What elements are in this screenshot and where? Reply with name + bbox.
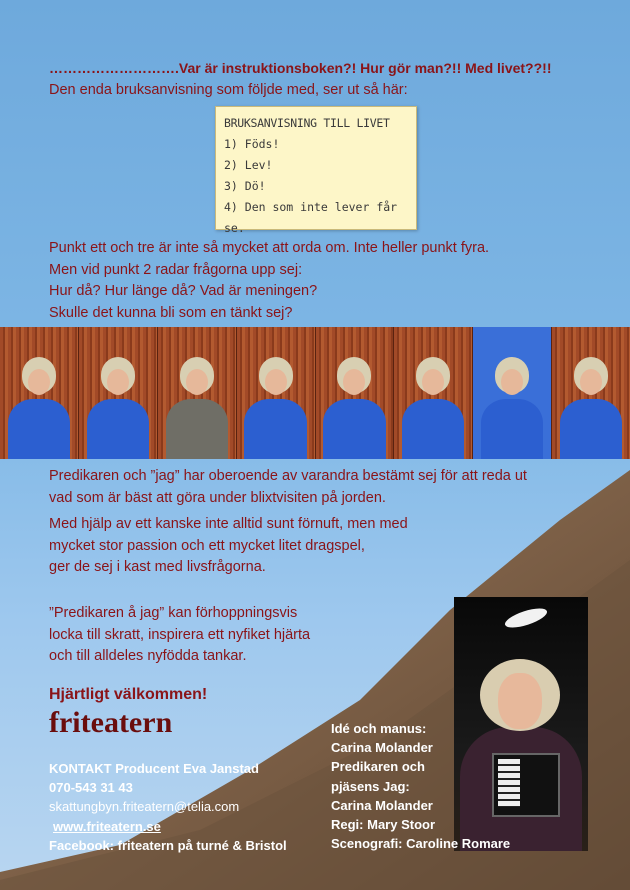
note-item: 3) Dö!: [224, 179, 266, 193]
note-item: 4) Den som inte lever får se.: [224, 200, 398, 235]
brand-title: friteatern: [49, 706, 173, 739]
contact-phone: 070-543 31 43: [49, 780, 133, 796]
credit-line: Scenografi: Caroline Romare: [331, 836, 511, 852]
contact-facebook: Facebook: friteatern på turné & Bristol: [49, 837, 287, 853]
text-line: Skulle det kunna bli som en tänkt sej?: [49, 304, 293, 321]
text-line: Med hjälp av ett kanske inte alltid sunt förnuft, men med: [49, 516, 408, 532]
performer-photo: [394, 327, 473, 459]
performer-photo: [552, 327, 630, 459]
credit-line: pjäsens Jag:: [331, 778, 410, 794]
welcome-heading: Hjärtligt välkommen!: [49, 686, 208, 703]
credit-line: Carina Molander: [331, 740, 433, 756]
credit-line: Idé och manus:: [331, 721, 427, 736]
text-line: Predikaren och ”jag” har oberoende av varandra bestämt sej för att reda ut: [49, 468, 527, 484]
performer-photo: [158, 327, 237, 459]
feather-icon: [503, 605, 549, 632]
text-line: och till alldeles nyfödda tankar.: [49, 648, 247, 664]
performer-photo: [316, 327, 395, 459]
credits-block: [331, 719, 510, 853]
contact-email[interactable]: skattungbyn.friteatern@telia.com: [49, 799, 240, 815]
text-line: Men vid punkt 2 radar frågorna upp sej:: [49, 261, 303, 278]
performer-photo: [0, 327, 79, 459]
credit-line: Predikaren och: [331, 759, 425, 775]
note-item: 2) Lev!: [224, 158, 273, 172]
intro-subheading: Den enda bruksanvisning som följde med, ser ut så här:: [49, 82, 408, 98]
paragraph-preacher: [49, 466, 527, 509]
text-line: ger de sej i kast med livsfrågorna.: [49, 559, 266, 575]
paragraph-passion: [49, 514, 408, 579]
paragraph-invite: [49, 603, 310, 668]
intro-heading: ……………………….Var är instruktionsboken?! Hur gör man?!! Med livet??!!: [49, 60, 552, 76]
text-line: vad som är bäst att göra under blixtvisiten på jorden.: [49, 489, 386, 506]
text-line: locka till skratt, inspirera ett nyfiket hjärta: [49, 626, 311, 643]
text-line: mycket stor passion och ett mycket litet dragspel,: [49, 537, 365, 554]
performer-photo: [79, 327, 158, 459]
credit-line: Carina Molander: [331, 797, 433, 813]
note-title: BRUKSANVISNING TILL LIVET: [224, 116, 390, 130]
contact-producent: KONTAKT Producent Eva Janstad: [49, 761, 259, 776]
paragraph-points: [49, 238, 489, 324]
contact-website-link[interactable]: www.friteatern.se: [53, 818, 161, 834]
photo-strip: [0, 327, 630, 459]
text-line: ”Predikaren å jag” kan förhoppningsvis: [49, 605, 298, 621]
note-item: 1) Föds!: [224, 137, 280, 151]
credit-line: Regi: Mary Stoor: [331, 817, 436, 833]
instructions-note: [215, 106, 417, 235]
text-line: Hur då? Hur länge då? Vad är meningen?: [49, 283, 318, 299]
text-line: Punkt ett och tre är inte så mycket att orda om. Inte heller punkt fyra.: [49, 240, 490, 256]
contact-block: [49, 759, 287, 855]
performer-photo: [237, 327, 316, 459]
performer-photo: [473, 327, 552, 459]
